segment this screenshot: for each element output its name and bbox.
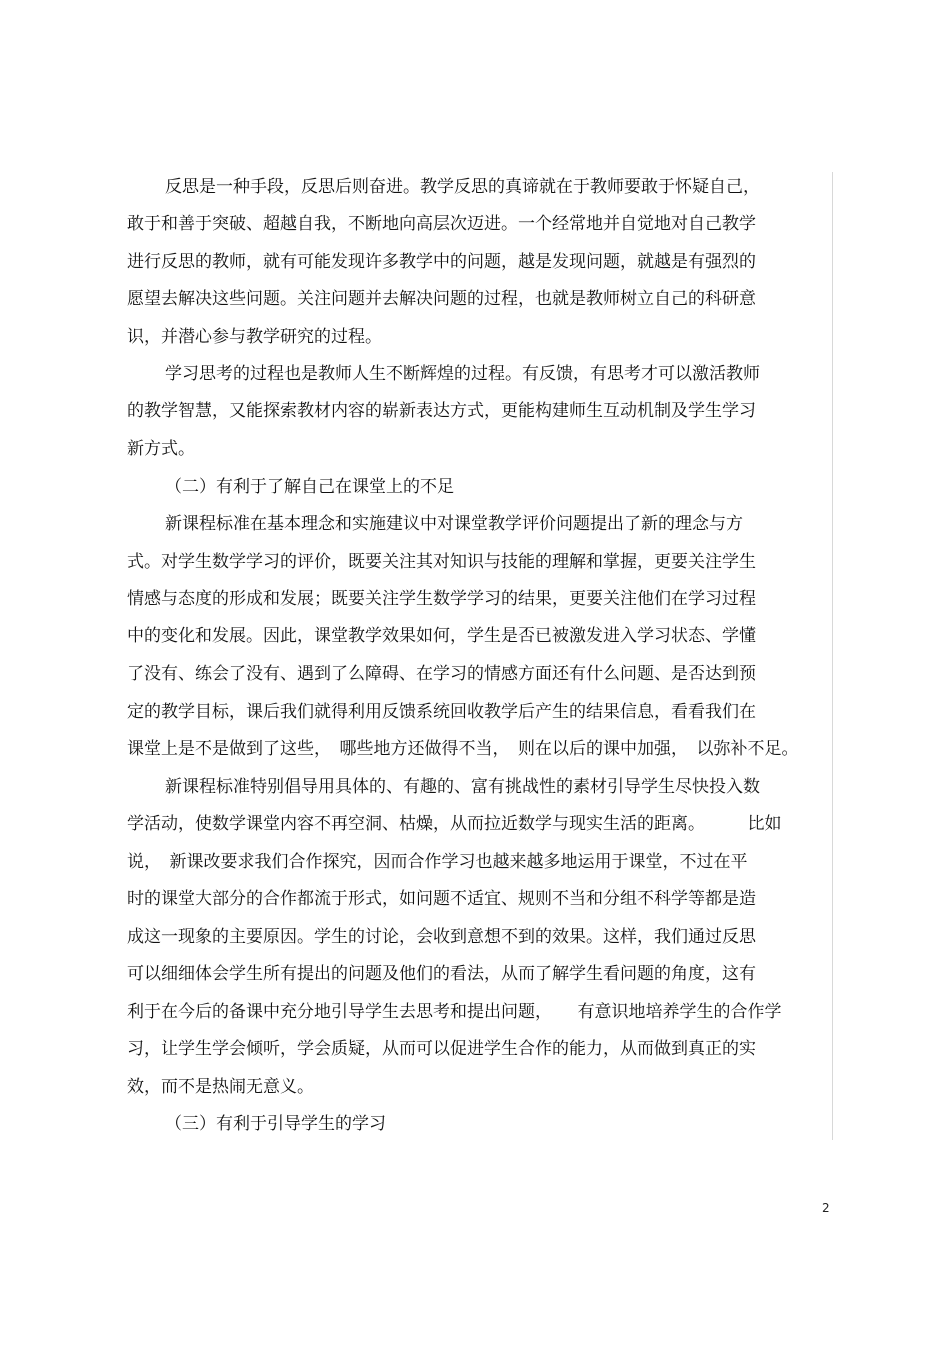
margin-rule: [832, 172, 833, 1140]
text-line: 学活动，使数学课堂内容不再空洞、枯燥，从而拉近数学与现实生活的距离。 比如: [127, 814, 782, 834]
text-line: 学习思考的过程也是教师人生不断辉煌的过程。有反馈，有思考才可以激活教师: [165, 364, 760, 384]
text-line: 课堂上是不是做到了这些， 哪些地方还做得不当， 则在以后的课中加强， 以弥补不足。: [127, 739, 799, 759]
text-line: 了没有、练会了没有、遇到了么障碍、在学习的情感方面还有什么问题、是否达到预: [127, 664, 756, 684]
text-line: 新课程标准特别倡导用具体的、有趣的、富有挑战性的素材引导学生尽快投入数: [165, 777, 760, 797]
text-line: 新课程标准在基本理念和实施建议中对课堂教学评价问题提出了新的理念与方: [165, 514, 743, 534]
text-line: 识，并潜心参与教学研究的过程。: [127, 327, 382, 347]
section-heading: （三）有利于引导学生的学习: [165, 1114, 386, 1134]
text-line: 时的课堂大部分的合作都流于形式，如问题不适宜、规则不当和分组不科学等都是造: [127, 889, 756, 909]
text-line: 的教学智慧，又能探索教材内容的崭新表达方式，更能构建师生互动机制及学生学习: [127, 401, 756, 421]
page-number: 2: [822, 1201, 830, 1215]
text-line: 情感与态度的形成和发展；既要关注学生数学学习的结果，更要关注他们在学习过程: [127, 589, 756, 609]
text-line: 新方式。: [127, 439, 195, 459]
text-line: 中的变化和发展。因此，课堂教学效果如何，学生是否已被激发进入学习状态、学懂: [127, 626, 756, 646]
text-line: 愿望去解决这些问题。关注问题并去解决问题的过程，也就是教师树立自己的科研意: [127, 289, 756, 309]
text-line: 可以细细体会学生所有提出的问题及他们的看法，从而了解学生看问题的角度，这有: [127, 964, 756, 984]
section-heading: （二）有利于了解自己在课堂上的不足: [165, 477, 454, 497]
text-line: 习，让学生学会倾听，学会质疑，从而可以促进学生合作的能力，从而做到真正的实: [127, 1039, 756, 1059]
text-line: 成这一现象的主要原因。学生的讨论，会收到意想不到的效果。这样，我们通过反思: [127, 927, 756, 947]
text-line: 定的教学目标，课后我们就得利用反馈系统回收教学后产生的结果信息，看看我们在: [127, 702, 756, 722]
text-line: 效，而不是热闹无意义。: [127, 1077, 314, 1097]
text-line: 式。对学生数学学习的评价，既要关注其对知识与技能的理解和掌握，更要关注学生: [127, 552, 756, 572]
text-line: 利于在今后的备课中充分地引导学生去思考和提出问题， 有意识地培养学生的合作学: [127, 1002, 782, 1022]
text-line: 说， 新课改要求我们合作探究，因而合作学习也越来越多地运用于课堂，不过在平: [127, 852, 748, 872]
text-line: 进行反思的教师，就有可能发现许多教学中的问题，越是发现问题，就越是有强烈的: [127, 252, 756, 272]
text-line: 敢于和善于突破、超越自我，不断地向高层次迈进。一个经常地并自觉地对自己教学: [127, 214, 756, 234]
text-line: 反思是一种手段，反思后则奋进。教学反思的真谛就在于教师要敢于怀疑自己，: [165, 177, 760, 197]
